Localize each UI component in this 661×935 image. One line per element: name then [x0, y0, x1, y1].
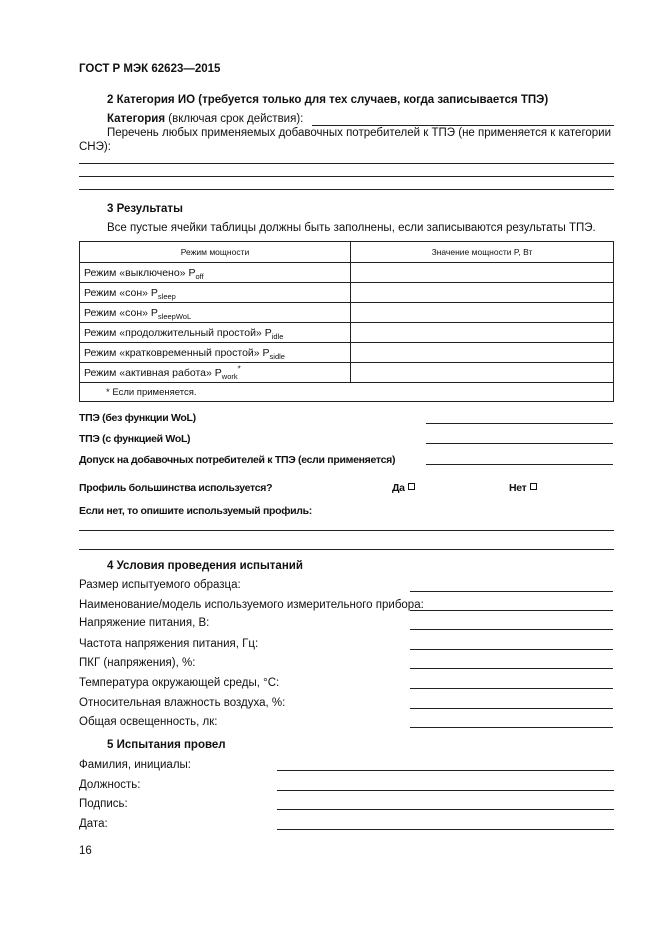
no-label: Нет	[509, 482, 527, 494]
table-row	[80, 323, 614, 343]
category-input-line[interactable]	[312, 125, 614, 126]
col-power-mode-header: Режим мощности	[80, 242, 351, 263]
field-humidity-line[interactable]	[410, 708, 613, 709]
tec-with-wol-label: ТПЭ (с функцией WoL)	[79, 433, 191, 445]
table-row	[80, 263, 614, 283]
field-date-line[interactable]	[277, 829, 614, 830]
tec-with-wol-line[interactable]	[426, 443, 613, 444]
consumers-input-line-3[interactable]	[79, 189, 614, 190]
power-value-cell[interactable]	[351, 303, 614, 323]
field-humidity-label: Относительная влажность воздуха, %:	[79, 697, 286, 709]
section2-title: 2 Категория ИО (требуется только для тех случаев, когда записывается ТПЭ)	[107, 94, 549, 106]
page-number: 16	[79, 845, 92, 857]
consumers-input-line-2[interactable]	[79, 176, 614, 177]
table-header-row	[80, 242, 614, 263]
profile-describe-label: Если нет, то опишите используемый профиль:	[79, 505, 312, 517]
row-label: Режим «активная работа» $P_{work}^*$	[80, 363, 351, 383]
document-header: ГОСТ Р МЭК 62623—2015	[79, 63, 221, 75]
tec-without-wol-label: ТПЭ (без функции WoL)	[79, 412, 196, 424]
field-temperature-label: Температура окружающей среды, °С:	[79, 677, 280, 689]
field-instrument-line[interactable]	[410, 610, 613, 611]
field-thd-label: ПКГ (напряжения), %:	[79, 657, 196, 669]
row-label: Режим «выключено» $P_{off}$	[80, 263, 351, 283]
section4-title: 4 Условия проведения испытаний	[107, 560, 303, 572]
allowance-line[interactable]	[426, 464, 613, 465]
profile-input-line-1[interactable]	[79, 530, 614, 531]
col-power-value-header: Значение мощности P, Вт	[351, 242, 614, 263]
consumers-text-line2: СНЭ):	[79, 141, 111, 153]
field-illuminance-line[interactable]	[410, 727, 613, 728]
table-footnote: * Если применяется.	[80, 383, 614, 402]
field-frequency-label: Частота напряжения питания, Гц:	[79, 638, 259, 650]
tec-without-wol-line[interactable]	[426, 423, 613, 424]
category-note: (включая срок действия):	[168, 113, 304, 125]
section3-intro: Все пустые ячейки таблицы должны быть заполнены, если записываются результаты ТПЭ.	[107, 222, 596, 234]
table-row	[80, 343, 614, 363]
row-label: Режим «сон» $P_{sleep}$	[80, 283, 351, 303]
yes-checkbox[interactable]	[408, 483, 415, 490]
results-table	[79, 241, 614, 402]
allowance-label: Допуск на добавочных потребителей к ТПЭ (если применяется)	[79, 454, 396, 466]
section5-title: 5 Испытания провел	[107, 739, 226, 751]
field-position-label: Должность:	[79, 779, 141, 791]
field-voltage-line[interactable]	[410, 629, 613, 630]
field-frequency-line[interactable]	[410, 649, 613, 650]
category-label	[107, 113, 303, 125]
field-temperature-line[interactable]	[410, 688, 613, 689]
field-thd-line[interactable]	[410, 668, 613, 669]
field-signature-label: Подпись:	[79, 798, 128, 810]
table-footnote-row	[80, 383, 614, 402]
field-voltage-label: Напряжение питания, В:	[79, 617, 210, 629]
consumers-input-line-1[interactable]	[79, 163, 614, 164]
power-value-cell[interactable]	[351, 323, 614, 343]
category-label-bold: Категория	[107, 113, 166, 125]
profile-input-line-2[interactable]	[79, 549, 614, 550]
power-value-cell[interactable]	[351, 363, 614, 383]
table-row	[80, 303, 614, 323]
consumers-text-line1: Перечень любых применяемых добавочных потребителей к ТПЭ (не применяется к категории	[107, 127, 612, 139]
power-value-cell[interactable]	[351, 263, 614, 283]
no-checkbox[interactable]	[530, 483, 537, 490]
field-illuminance-label: Общая освещенность, лк:	[79, 716, 218, 728]
row-label: Режим «кратковременный простой» $P_{sidle}$	[80, 343, 351, 363]
section3-title: 3 Результаты	[107, 203, 183, 215]
table-row	[80, 283, 614, 303]
field-name-label: Фамилия, инициалы:	[79, 759, 191, 771]
field-position-line[interactable]	[277, 790, 614, 791]
yes-option[interactable]	[392, 482, 415, 494]
power-value-cell[interactable]	[351, 343, 614, 363]
yes-label: Да	[392, 482, 405, 494]
row-label: Режим «сон» $P_{sleepWoL}$	[80, 303, 351, 323]
row-label: Режим «продолжительный простой» $P_{idle}$	[80, 323, 351, 343]
profile-question: Профиль большинства используется?	[79, 482, 273, 494]
field-instrument-label: Наименование/модель используемого измерительного прибора:	[79, 599, 424, 611]
field-sample-size-line[interactable]	[410, 591, 613, 592]
field-name-line[interactable]	[277, 770, 614, 771]
field-date-label: Дата:	[79, 818, 108, 830]
field-signature-line[interactable]	[277, 809, 614, 810]
table-row	[80, 363, 614, 383]
field-sample-size-label: Размер испытуемого образца:	[79, 579, 241, 591]
power-value-cell[interactable]	[351, 283, 614, 303]
no-option[interactable]	[509, 482, 537, 494]
